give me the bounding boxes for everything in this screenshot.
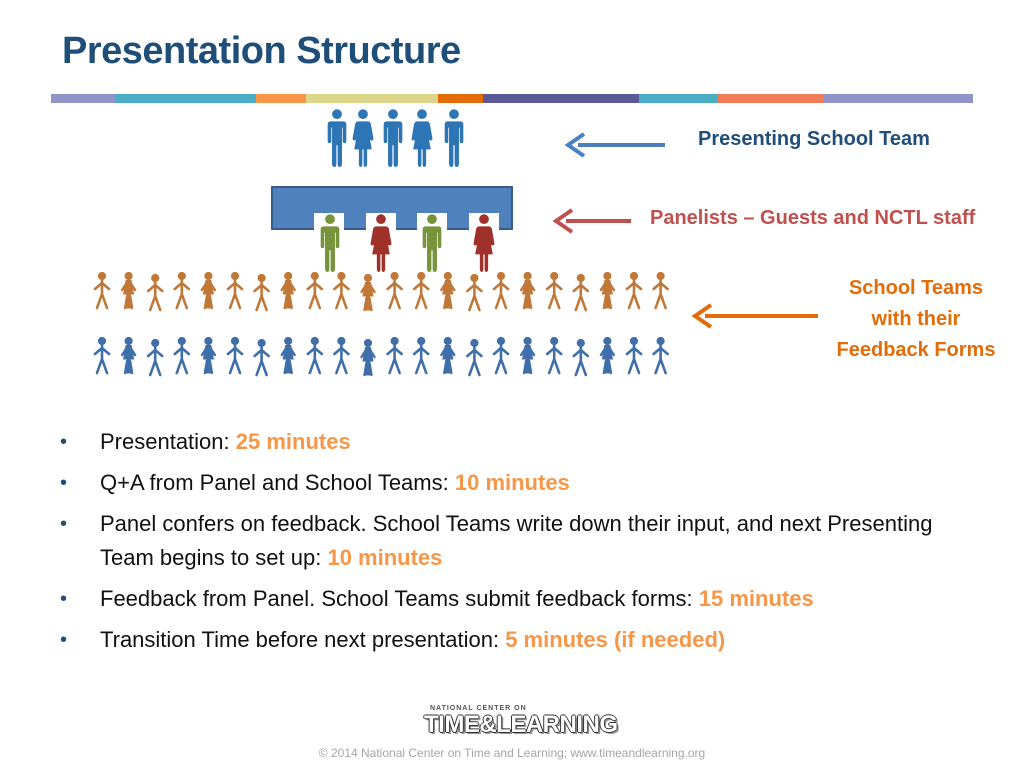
presenting-team-label: Presenting School Team: [698, 128, 930, 150]
school-team-member-figure: [388, 272, 402, 308]
school-team-member-figure: [362, 274, 375, 310]
school-team-member-figure: [494, 272, 508, 308]
bullet-icon: •: [60, 431, 68, 453]
list-item: [60, 507, 960, 575]
school-team-member-figure: [521, 337, 534, 373]
school-team-member-figure: [175, 272, 189, 308]
school-team-member-figure: [362, 339, 375, 375]
presenter-figure: [353, 109, 374, 167]
school-team-member-figure: [122, 337, 135, 373]
school-team-member-figure: [255, 339, 269, 375]
school-team-member-figure: [467, 339, 481, 375]
arrow-left-icon: [568, 134, 665, 156]
presenter-figure: [328, 109, 347, 167]
item-text: Panel confers on feedback. School Teams write down their input, and next Presenting Team begins to set up:: [100, 511, 933, 570]
list-item: [60, 582, 960, 616]
bullet-icon: •: [60, 629, 68, 651]
arrow-left-icon: [556, 210, 631, 232]
school-team-member-figure: [601, 337, 614, 373]
item-text: Transition Time before next presentation:: [100, 627, 506, 652]
school-team-member-figure: [228, 337, 242, 373]
schedule-list: [60, 425, 960, 664]
school-team-member-figure: [334, 337, 348, 373]
logo-wordmark: TIME&LEARNING: [424, 711, 618, 738]
school-team-member-figure: [308, 272, 322, 308]
list-item: [60, 466, 960, 500]
school-team-member-figure: [601, 272, 614, 308]
school-team-member-figure: [255, 274, 269, 310]
arrow-left-icon: [695, 305, 818, 327]
school-team-member-figure: [148, 339, 162, 375]
school-team-member-figure: [547, 337, 561, 373]
presenter-figure: [384, 109, 403, 167]
item-duration: 10 minutes: [454, 470, 570, 495]
school-team-member-figure: [228, 272, 242, 308]
logo-subtitle: NATIONAL CENTER ON: [430, 705, 527, 712]
school-team-member-figure: [334, 272, 348, 308]
school-team-member-figure: [175, 337, 189, 373]
school-team-member-figure: [627, 272, 641, 308]
school-team-member-figure: [414, 272, 428, 308]
bullet-icon: •: [60, 513, 68, 535]
school-team-member-figure: [95, 337, 109, 373]
item-text: Q+A from Panel and School Teams:: [100, 470, 455, 495]
school-team-member-figure: [441, 337, 454, 373]
panelists-label: Panelists – Guests and NCTL staff: [650, 207, 976, 229]
school-team-member-figure: [654, 272, 668, 308]
item-duration: 15 minutes: [698, 586, 814, 611]
school-team-member-figure: [388, 337, 402, 373]
item-text: Feedback from Panel. School Teams submit feedback forms:: [100, 586, 699, 611]
school-team-member-figure: [521, 272, 534, 308]
presenter-figure: [412, 109, 433, 167]
school-team-member-figure: [122, 272, 135, 308]
school-team-member-figure: [627, 337, 641, 373]
school-team-member-figure: [148, 274, 162, 310]
school-team-member-figure: [202, 272, 215, 308]
school-team-member-figure: [414, 337, 428, 373]
item-duration: 10 minutes: [327, 545, 443, 570]
presenter-figure: [445, 109, 464, 167]
nctl-logo: [424, 705, 618, 743]
school-team-member-figure: [654, 337, 668, 373]
school-team-member-figure: [95, 272, 109, 308]
school-team-member-figure: [494, 337, 508, 373]
school-team-member-figure: [574, 339, 588, 375]
item-duration: 5 minutes (if needed): [505, 627, 726, 652]
school-teams-blue-row: [95, 337, 668, 375]
school-team-member-figure: [547, 272, 561, 308]
school-team-member-figure: [202, 337, 215, 373]
presenting-team: [328, 109, 464, 167]
school-teams-label-line: School Teams: [848, 277, 984, 299]
school-team-member-figure: [441, 272, 454, 308]
school-team-member-figure: [574, 274, 588, 310]
copyright-footer: © 2014 National Center on Time and Learning; www.timeandlearning.org: [318, 746, 706, 760]
bullet-icon: •: [60, 472, 68, 494]
school-teams-orange-row: [95, 272, 668, 310]
list-item: [60, 425, 960, 459]
school-team-member-figure: [282, 272, 295, 308]
item-duration: 25 minutes: [235, 429, 351, 454]
school-teams-label-line: Feedback Forms: [836, 339, 996, 361]
school-teams-label-line: with their: [871, 308, 961, 330]
bullet-icon: •: [60, 588, 68, 610]
school-teams-label: [826, 273, 1006, 366]
slide-title: Presentation Structure: [62, 30, 461, 72]
school-team-member-figure: [467, 274, 481, 310]
school-team-member-figure: [282, 337, 295, 373]
school-team-member-figure: [308, 337, 322, 373]
item-text: Presentation:: [100, 429, 236, 454]
list-item: [60, 623, 960, 657]
